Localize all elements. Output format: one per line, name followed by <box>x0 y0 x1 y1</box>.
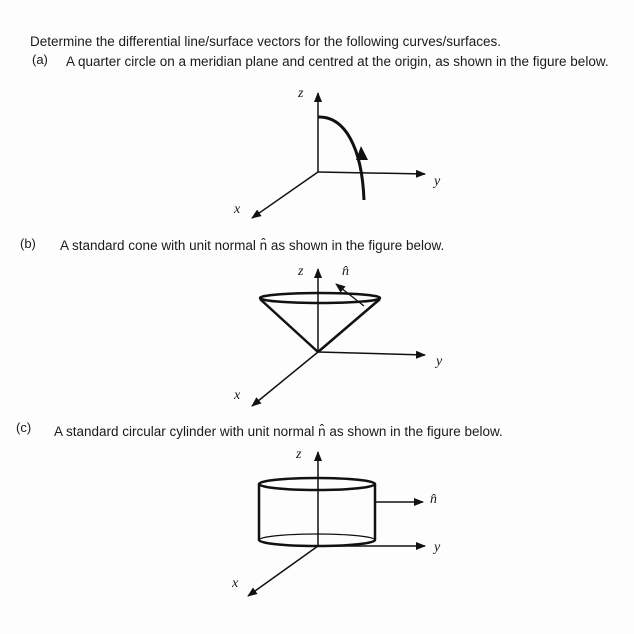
fig-b-cone-right <box>318 299 380 352</box>
fig-c-cylinder-top <box>259 478 375 490</box>
part-a-label: (a) <box>32 52 48 67</box>
fig-b-normal-label: n̂ <box>342 264 349 279</box>
fig-a-x-axis <box>252 172 318 218</box>
fig-c-z-label: z <box>296 447 302 462</box>
fig-c-x-label: x <box>232 576 239 591</box>
part-a-text: A quarter circle on a meridian plane and centred at the origin, as shown in the figure below. <box>66 54 609 69</box>
fig-b-x-axis <box>252 352 318 406</box>
fig-c-x-axis <box>248 546 318 596</box>
part-c-label: (c) <box>16 420 32 435</box>
figure-b <box>252 269 425 406</box>
fig-b-x-label: x <box>234 388 241 403</box>
fig-b-y-axis <box>318 352 425 355</box>
fig-a-z-label: z <box>298 86 304 101</box>
fig-b-cone-left <box>260 299 318 352</box>
fig-c-cylinder-bottom-back <box>259 534 375 540</box>
fig-a-x-label: x <box>234 202 241 217</box>
figure-c <box>248 452 425 596</box>
fig-c-normal-label: n̂ <box>430 492 437 507</box>
fig-a-y-label: y <box>434 174 441 189</box>
instruction-text: Determine the differential line/surface vectors for the following curves/surfaces. <box>30 34 501 49</box>
fig-a-y-axis <box>318 172 425 174</box>
part-b-text: A standard cone with unit normal n̂ as shown in the figure below. <box>60 238 445 253</box>
fig-b-cone-rim <box>260 293 380 303</box>
part-b-label: (b) <box>20 236 36 251</box>
figure-a <box>252 93 425 218</box>
fig-c-y-label: y <box>434 540 441 555</box>
part-c-text: A standard circular cylinder with unit normal n̂ as shown in the figure below. <box>54 424 503 439</box>
fig-b-y-label: y <box>436 354 443 369</box>
fig-c-cylinder-bottom <box>259 540 375 546</box>
fig-b-z-label: z <box>298 264 304 279</box>
